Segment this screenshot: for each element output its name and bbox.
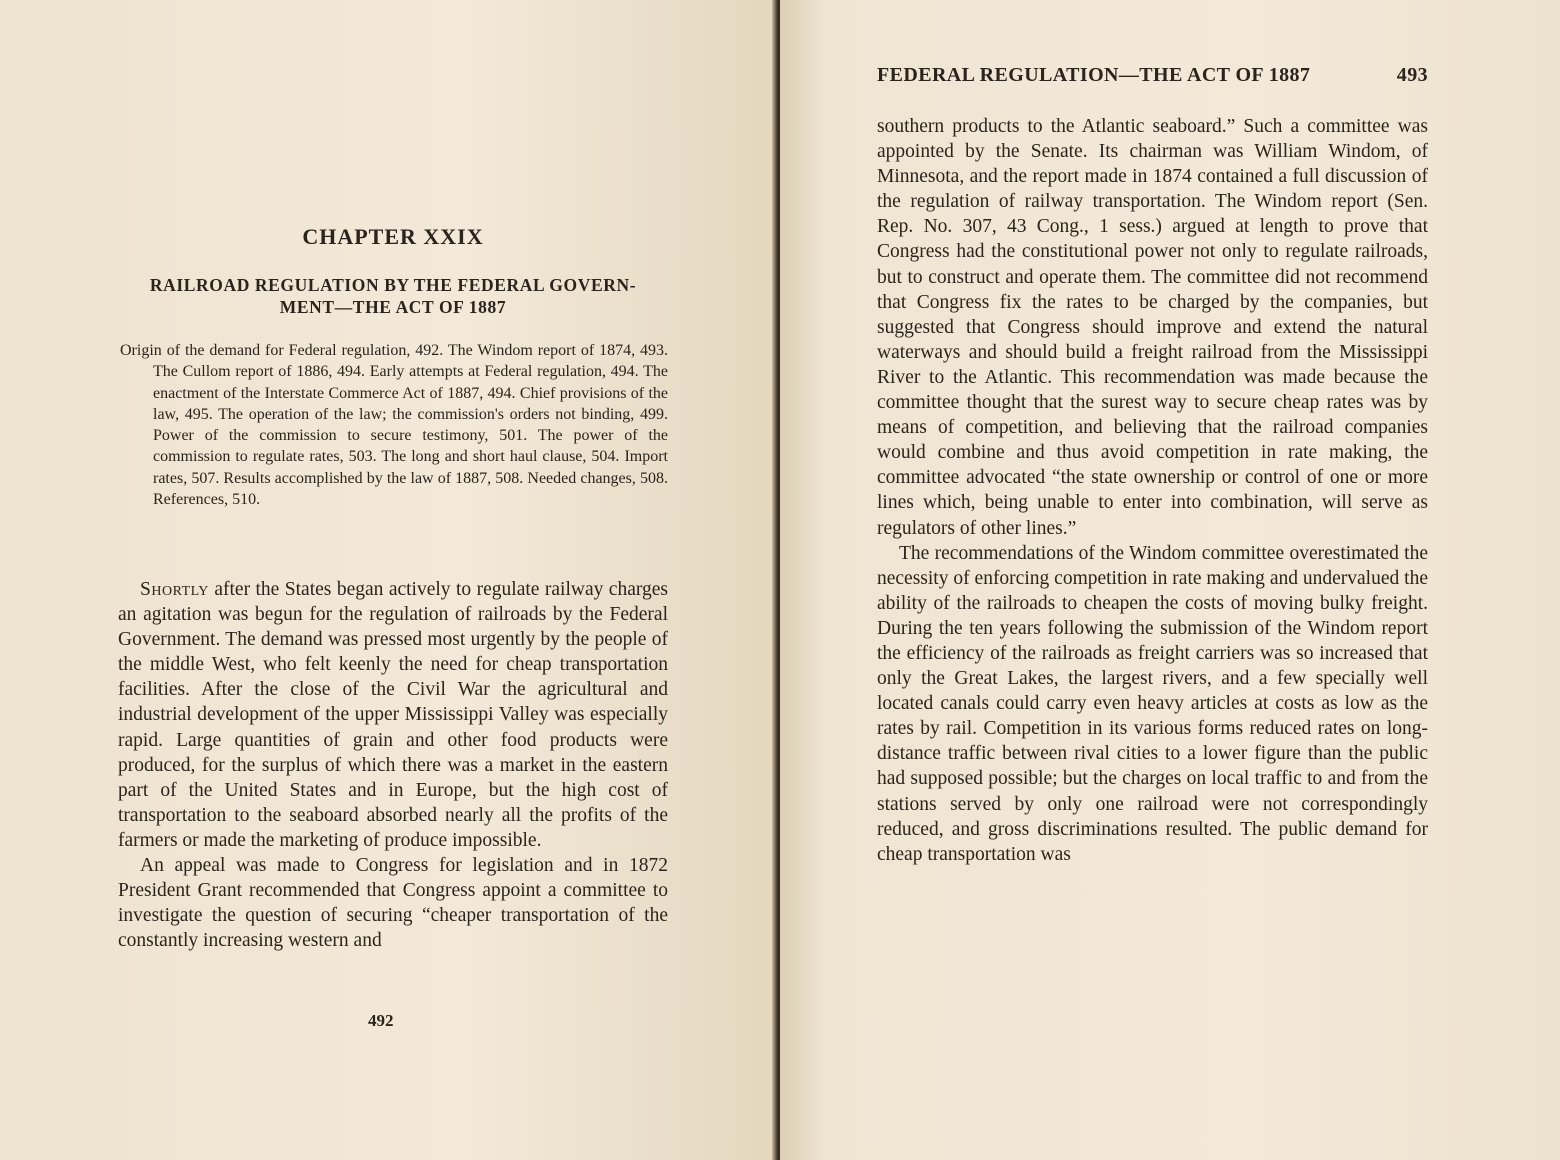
right-paragraph-1: southern products to the Atlantic seaboard.” Such a committee was appointed by the Senate. Its chairman was William Windom, of Minnesota, and the report made in 1874 contained a full discussion of the regulation of railway transportation. The Windom report (Sen. Rep. No. 307, 43 Cong., 1 sess.) argued at length to prove that Congress had the constitutional power not only to regulate railroads, but to construct and operate them. The committee did not recommend that Congress fix the rates to be charged by the companies, but suggested that Congress should improve and extend the natural waterways and should build a freight railroad from the Mississippi River to the Atlantic. This recommendation was made because the committee thought that the surest way to secure cheap rates was by means of competition, and believing that the railroad companies would combine and thus avoid competition in rate making, the committee advocated “the state ownership or control of one or more lines which, being unable to enter into combination, will serve as regulators of other lines.”	[877, 116, 1428, 539]
chapter-summary: Origin of the demand for Federal regulation, 492. The Windom report of 1874, 493. The Cullom report of 1886, 494. Early attempts at Federal regulation, 494. The enactment of the Interstate Commerce Act of 1887, 494. Chief provisions of the law, 495. The operation of the law; the commission's orders not binding, 499. Power of the commission to secure testimony, 501. The power of the commission to regulate rates, 503. The long and short haul clause, 504. Import rates, 507. Results accomplished by the law of 1887, 508. Needed changes, 508. References, 510.	[120, 342, 668, 509]
left-paragraph-1-text: after the States began actively to regulate railway charges an agitation was begun for the regulation of railroads by the Federal Government. The demand was pressed most urgently by the people of the middle West, who felt keenly the need for cheap transportation facilities. After the close of the Civil War the agricultural and industrial development of the upper Mississippi Valley was especially rapid. Large quantities of grain and other food products were produced, for the surplus of which there was a market in the eastern part of the United States and in Europe, but the high cost of transportation to the seaboard absorbed nearly all the profits of the farmers or made the marketing of produce impossible.	[118, 579, 668, 851]
right-page-number: 493	[1396, 64, 1428, 86]
chapter-subtitle-line1: RAILROAD REGULATION BY THE FEDERAL GOVERN-	[149, 275, 637, 295]
left-paragraph-1	[118, 577, 668, 853]
left-paragraph-2: An appeal was made to Congress for legislation and in 1872 President Grant recommended that Congress appoint a committee to investigate the question of securing “cheaper transportation of the constantly increasing western and	[118, 855, 668, 952]
chapter-subtitle-line2: MENT—THE ACT OF 1887	[279, 297, 507, 317]
right-body-text	[877, 114, 1428, 867]
left-page-number: 492	[368, 1011, 394, 1030]
running-head-title: FEDERAL REGULATION—THE ACT OF 1887	[877, 64, 1311, 86]
right-paragraph-2: The recommendations of the Windom committee overestimated the necessity of enforcing competition in rate making and undervalued the ability of the railroads to cheapen the costs of moving bulky freight. During the ten years following the submission of the Windom report the efficiency of the railroads as freight carriers was so increased that only the Great Lakes, the largest rivers, and a few specially well located canals could carry even heavy articles at costs as low as the rates by rail. Competition in its various forms reduced rates on long-distance traffic between rival cities to a lower figure than the public had supposed possible; but the charges on local traffic to and from the stations served by only one railroad were not correspondingly reduced, and gross discriminations resulted. The public demand for cheap transportation was	[877, 542, 1428, 865]
chapter-title: CHAPTER XXIX	[302, 224, 484, 249]
chapter-subtitle	[118, 274, 668, 318]
running-head	[877, 64, 1428, 87]
drop-lead-word: Shortly	[140, 579, 209, 600]
left-body-text	[118, 577, 668, 953]
